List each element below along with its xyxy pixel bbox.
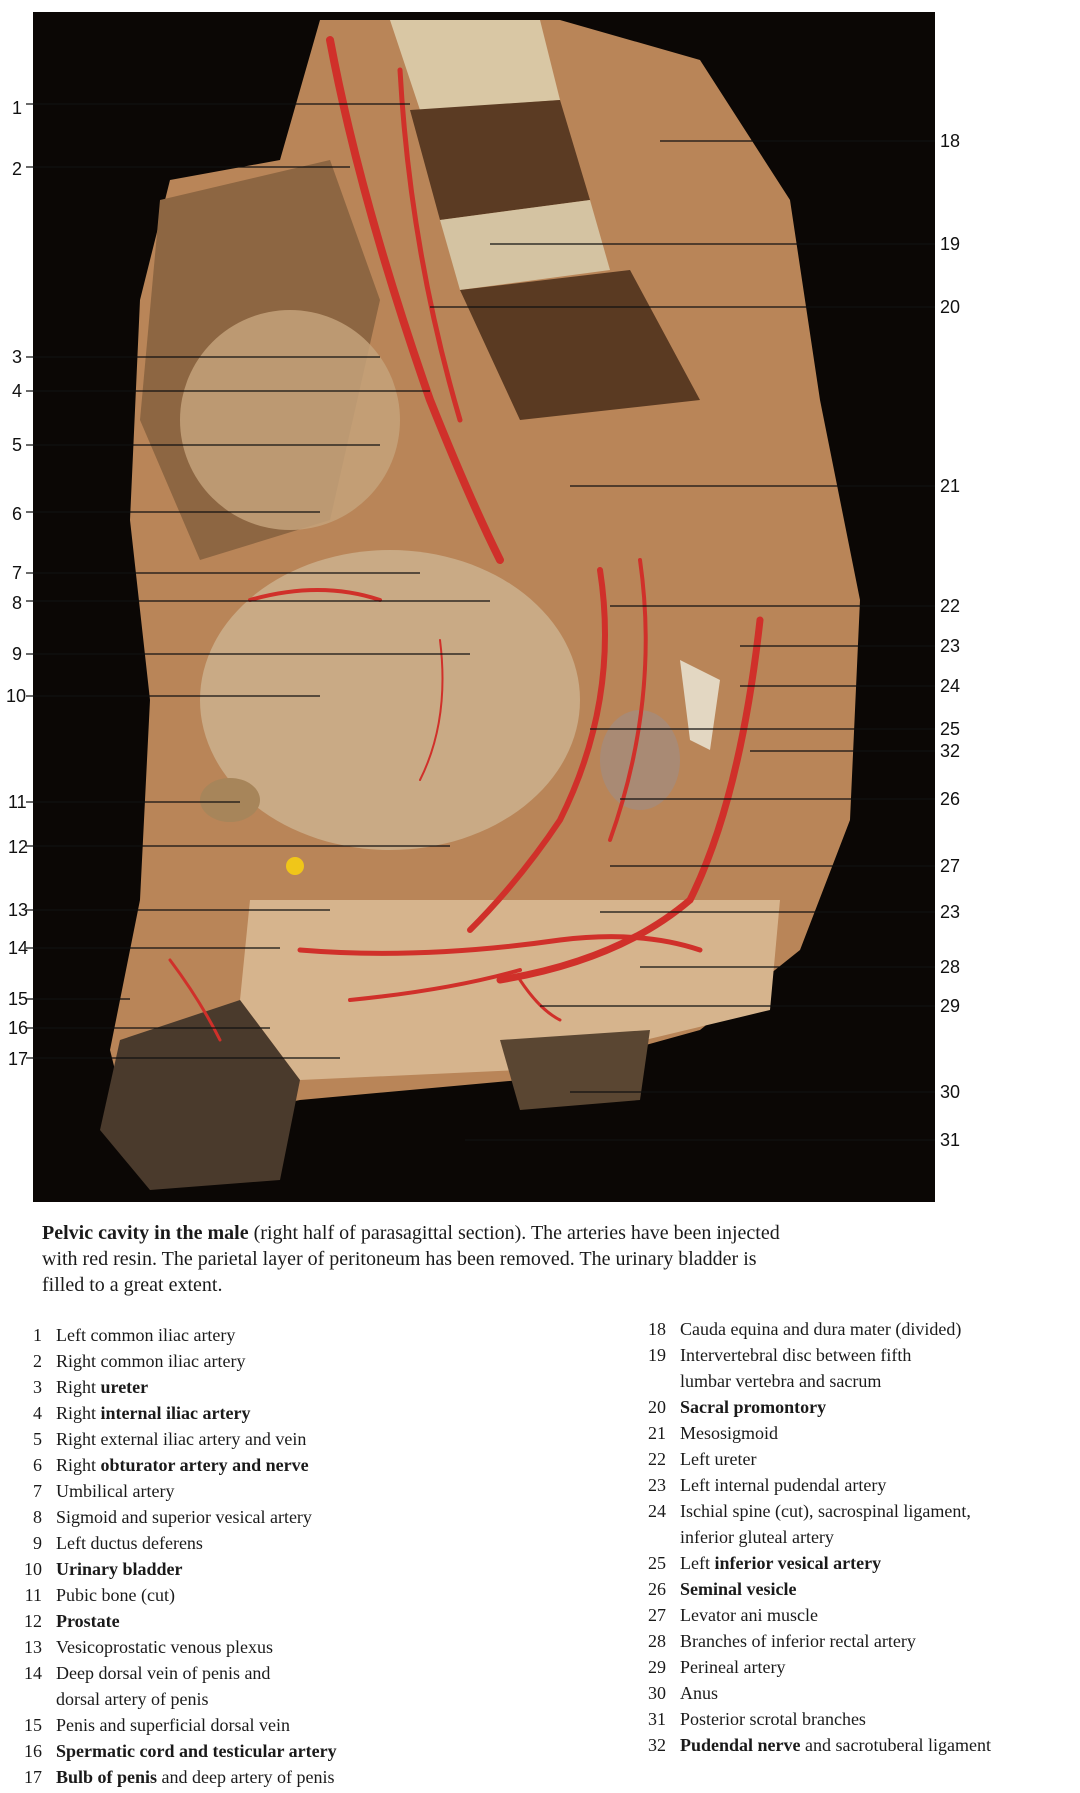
legend-text-plain: Intervertebral disc between fifth [680,1345,912,1365]
legend-text [56,1608,570,1634]
legend-number: 2 [33,1351,42,1371]
legend-text-plain: Left ureter [680,1449,757,1469]
figure-label-2: 2 [12,159,23,179]
legend-text [56,1556,570,1582]
legend-number: 22 [648,1449,666,1469]
legend-number: 25 [648,1553,666,1573]
legend-text [56,1452,570,1478]
legend-item-13 [10,1634,570,1660]
legend-text-bold: Urinary bladder [56,1559,183,1579]
legend-text-plain: Branches of inferior rectal artery [680,1631,916,1651]
caption-line3: filled to a great extent. [42,1274,223,1296]
legend-item-8 [10,1504,570,1530]
legend-text-plain: Mesosigmoid [680,1423,779,1443]
legend-text-plain: Ischial spine (cut), sacrospinal ligament, [680,1501,971,1521]
legend-number: 4 [33,1403,42,1423]
legend-text-plain: Right [56,1377,101,1397]
figure-label-17: 17 [8,1049,29,1069]
legend-item-4 [10,1400,570,1426]
legend-number: 1 [33,1325,42,1345]
legend-text-plain: Vesicoprostatic venous plexus [56,1637,273,1657]
legend-number: 32 [648,1735,666,1755]
caption-line2: with red resin. The parietal layer of peritoneum has been removed. The urinary bladder is [42,1248,757,1270]
legend-text-bold: inferior vesical artery [714,1553,882,1573]
legend-number: 27 [648,1605,666,1625]
legend-item-2 [10,1348,570,1374]
legend-text-continuation: lumbar vertebra and sacrum [680,1371,882,1391]
figure-label-24: 24 [940,676,961,696]
legend-number: 31 [648,1709,666,1729]
legend-text [56,1738,570,1764]
legend-item-32 [634,1732,1074,1758]
legend-item-19 [634,1342,1074,1394]
figure-label-8: 8 [12,593,23,613]
legend-text [680,1654,1074,1680]
legend-text-plain: Left ductus deferens [56,1533,203,1553]
legend-number: 8 [33,1507,42,1527]
legend-number: 23 [648,1475,666,1495]
legend-number: 28 [648,1631,666,1651]
legend-number: 30 [648,1683,666,1703]
caption-line1: (right half of parasagittal section). The arteries have been injected [248,1222,780,1244]
legend-item-24 [634,1498,1074,1550]
legend-text-bold: obturator artery and nerve [100,1455,309,1475]
figure-label-21: 21 [940,476,961,496]
legend-text-plain: Right [56,1403,101,1423]
legend-text [56,1504,570,1530]
legend-text [56,1634,570,1660]
legend-number: 7 [33,1481,42,1501]
legend-text-plain: Left [680,1553,715,1573]
legend-item-28 [634,1628,1074,1654]
legend-text-plain: Pubic bone (cut) [56,1585,175,1605]
legend-text-plain: Sigmoid and superior vesical artery [56,1507,312,1527]
legend-text [680,1498,1074,1550]
legend-number: 26 [648,1579,666,1599]
legend-number: 20 [648,1397,666,1417]
legend-text [56,1322,570,1348]
legend-text [56,1400,570,1426]
legend-number: 19 [648,1345,666,1365]
legend-text [56,1764,570,1790]
legend-item-9 [10,1530,570,1556]
figure-label-27: 27 [940,856,961,876]
legend-item-15 [10,1712,570,1738]
legend-item-21 [634,1420,1074,1446]
legend-item-16 [10,1738,570,1764]
legend-number: 18 [648,1319,666,1339]
legend-item-6 [10,1452,570,1478]
legend-right-column [634,1316,1074,1758]
legend-text-plain: Left internal pudendal artery [680,1475,887,1495]
legend-text-bold: Bulb of penis [56,1767,158,1787]
legend-text-plain-after: and deep artery of penis [157,1767,335,1787]
legend-text [680,1420,1074,1446]
legend-number: 6 [33,1455,42,1475]
legend-number: 3 [33,1377,42,1397]
figure-label-20: 20 [940,297,961,317]
legend-text-plain: Levator ani muscle [680,1605,818,1625]
legend-text [680,1342,1074,1394]
figure-label-28: 28 [940,957,961,977]
legend-number: 14 [24,1663,42,1683]
legend-text [680,1628,1074,1654]
legend-text-bold: Pudendal nerve [680,1735,801,1755]
legend-text [56,1660,570,1712]
figure-label-32: 32 [940,741,961,761]
legend-text [680,1394,1074,1420]
legend-text-plain: Perineal artery [680,1657,786,1677]
legend-text-plain: Umbilical artery [56,1481,175,1501]
legend-item-17 [10,1764,570,1790]
figure-label-7: 7 [12,563,23,583]
figure-label-13: 13 [8,900,29,920]
legend-item-10 [10,1556,570,1582]
caption-title: Pelvic cavity in the male [42,1222,249,1244]
figure-label-16: 16 [8,1018,29,1038]
figure-label-31: 31 [940,1130,961,1150]
legend-text-plain: Right [56,1455,101,1475]
figure-label-9: 9 [12,644,23,664]
legend-left-column [10,1322,570,1790]
legend-text-continuation: inferior gluteal artery [680,1527,834,1547]
legend-text [680,1316,1074,1342]
legend-text-bold: Spermatic cord and testicular artery [56,1741,337,1761]
figure-label-14: 14 [8,938,29,958]
legend-number: 10 [24,1559,42,1579]
figure-label-26: 26 [940,789,961,809]
legend-item-20 [634,1394,1074,1420]
figure-label-15: 15 [8,989,29,1009]
figure-label-6: 6 [12,504,23,524]
legend-text-plain: Cauda equina and dura mater (divided) [680,1319,962,1339]
legend-text [56,1348,570,1374]
legend-item-30 [634,1680,1074,1706]
legend-text-bold: Prostate [56,1611,120,1631]
legend-number: 17 [24,1767,42,1787]
legend-item-11 [10,1582,570,1608]
legend-text [56,1374,570,1400]
figure-label-23-top: 23 [940,636,961,656]
legend-item-5 [10,1426,570,1452]
specimen [100,20,860,1190]
legend-text [680,1602,1074,1628]
legend-text [56,1712,570,1738]
legend-number: 29 [648,1657,666,1677]
legend-text-bold: Seminal vesicle [680,1579,797,1599]
figure-label-12: 12 [8,837,29,857]
legend-text [680,1706,1074,1732]
legend-number: 13 [24,1637,42,1657]
legend-text [680,1550,1074,1576]
figure-label-11: 11 [8,792,27,812]
legend-item-29 [634,1654,1074,1680]
figure-label-1: 1 [12,98,23,118]
legend-text [680,1576,1074,1602]
figure-label-3: 3 [12,347,23,367]
legend-number: 16 [24,1741,42,1761]
legend-item-27 [634,1602,1074,1628]
figure-label-29: 29 [940,996,961,1016]
legend-number: 12 [24,1611,42,1631]
legend-number: 15 [24,1715,42,1735]
figure-label-10: 10 [6,686,27,706]
legend-number: 5 [33,1429,42,1449]
figure-label-5: 5 [12,435,23,455]
legend-number: 24 [648,1501,666,1521]
legend-text [680,1732,1074,1758]
legend-item-22 [634,1446,1074,1472]
legend-text-continuation: dorsal artery of penis [56,1689,209,1709]
legend-item-25 [634,1550,1074,1576]
figure-label-30: 30 [940,1082,961,1102]
legend-item-18 [634,1316,1074,1342]
legend-text-plain: Deep dorsal vein of penis and [56,1663,271,1683]
legend-item-26 [634,1576,1074,1602]
legend-item-1 [10,1322,570,1348]
legend-text-plain: Right external iliac artery and vein [56,1429,307,1449]
figure-label-25: 25 [940,719,961,739]
legend-text-bold: ureter [100,1377,149,1397]
legend-item-12 [10,1608,570,1634]
legend-text [680,1680,1074,1706]
legend-text [56,1582,570,1608]
legend-text-plain: Penis and superficial dorsal vein [56,1715,290,1735]
legend-item-7 [10,1478,570,1504]
figure-label-4: 4 [12,381,23,401]
legend-text [56,1530,570,1556]
figure-label-18: 18 [940,131,961,151]
legend-item-23 [634,1472,1074,1498]
legend-text-plain: Anus [680,1683,719,1703]
legend-number: 11 [24,1585,42,1605]
figure-label-19: 19 [940,234,961,254]
legend-number: 9 [33,1533,42,1553]
legend-text-bold: internal iliac artery [100,1403,251,1423]
legend-text-bold: Sacral promontory [680,1397,827,1417]
figure-caption [42,1220,982,1298]
legend-text-plain: Right common iliac artery [56,1351,246,1371]
legend-item-14 [10,1660,570,1712]
legend-text-plain-after: and sacrotuberal ligament [800,1735,991,1755]
legend-text [680,1446,1074,1472]
legend-text [56,1426,570,1452]
legend-text-plain: Posterior scrotal branches [680,1709,866,1729]
figure-label-23-bottom: 23 [940,902,961,922]
legend-text-plain: Left common iliac artery [56,1325,236,1345]
legend-item-31 [634,1706,1074,1732]
legend-item-3 [10,1374,570,1400]
legend-text [680,1472,1074,1498]
legend-text [56,1478,570,1504]
legend-number: 21 [648,1423,666,1443]
figure-label-22: 22 [940,596,961,616]
